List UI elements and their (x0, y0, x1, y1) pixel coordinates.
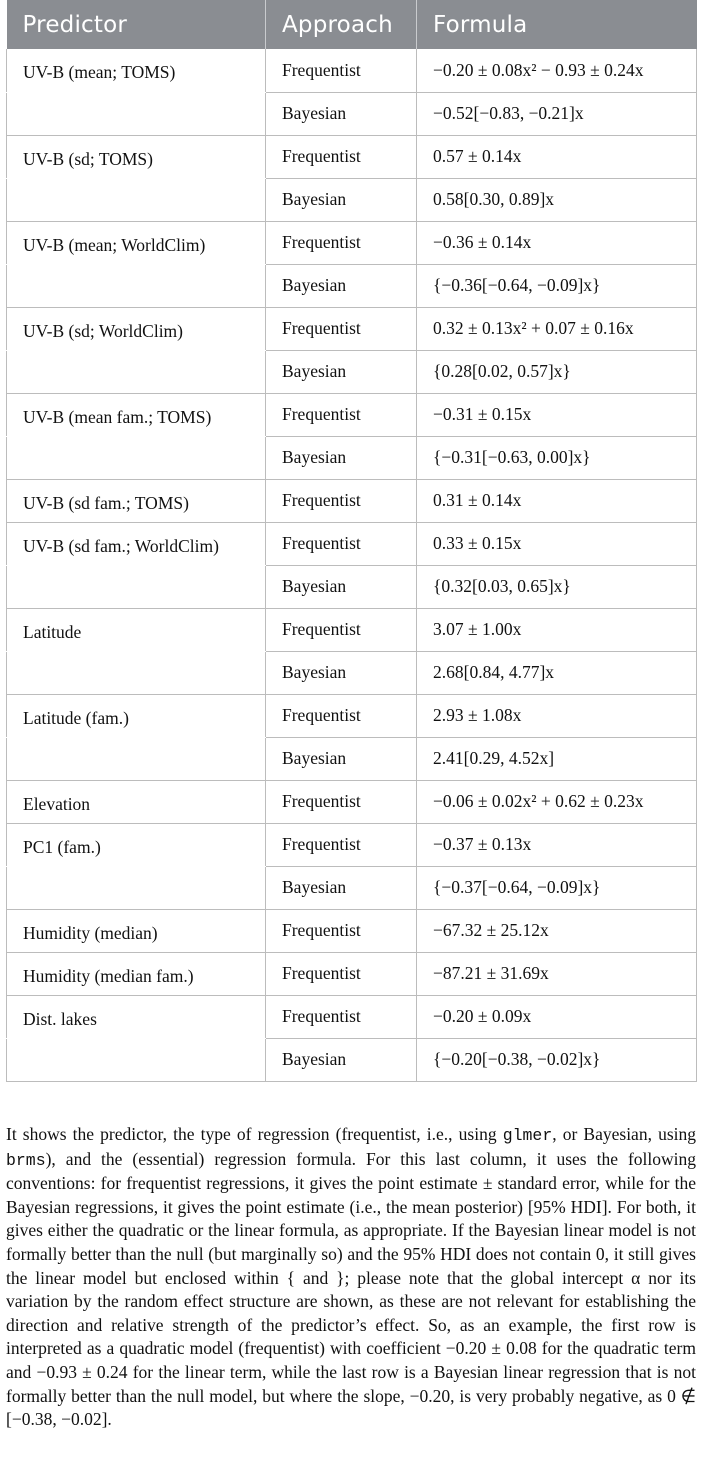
cell-approach: Frequentist (266, 694, 417, 737)
cell-formula: −87.21 ± 31.69x (417, 952, 697, 995)
cell-predictor: UV-B (sd; WorldClim) (7, 307, 266, 350)
cell-predictor (7, 436, 266, 479)
cell-formula: 0.32 ± 0.13x² + 0.07 ± 0.16x (417, 307, 697, 350)
table-row (7, 350, 697, 393)
cell-approach: Bayesian (266, 436, 417, 479)
header-formula: Formula (417, 0, 697, 49)
cell-approach: Frequentist (266, 307, 417, 350)
cell-predictor: Latitude (fam.) (7, 694, 266, 737)
cell-formula: 3.07 ± 1.00x (417, 608, 697, 651)
table-row (7, 651, 697, 694)
cell-predictor (7, 651, 266, 694)
cell-approach: Frequentist (266, 995, 417, 1038)
table-row (7, 393, 697, 436)
cell-predictor (7, 178, 266, 221)
cell-predictor (7, 264, 266, 307)
table-row (7, 952, 697, 995)
cell-approach: Bayesian (266, 565, 417, 608)
cell-predictor: UV-B (sd fam.; WorldClim) (7, 522, 266, 565)
cell-approach: Frequentist (266, 608, 417, 651)
cell-approach: Frequentist (266, 479, 417, 522)
caption-text-1: It shows the predictor, the type of regression (frequentist, i.e., using (6, 1124, 503, 1144)
cell-approach: Frequentist (266, 221, 417, 264)
table-row (7, 221, 697, 264)
cell-predictor (7, 92, 266, 135)
table-row (7, 92, 697, 135)
cell-approach: Frequentist (266, 393, 417, 436)
cell-formula: {0.28[0.02, 0.57]x} (417, 350, 697, 393)
cell-approach: Frequentist (266, 952, 417, 995)
cell-predictor: Latitude (7, 608, 266, 651)
cell-predictor (7, 565, 266, 608)
table-row (7, 1038, 697, 1081)
cell-formula: {−0.36[−0.64, −0.09]x} (417, 264, 697, 307)
cell-approach: Bayesian (266, 264, 417, 307)
table-row (7, 909, 697, 952)
header-predictor: Predictor (7, 0, 266, 49)
cell-approach: Frequentist (266, 909, 417, 952)
cell-approach: Frequentist (266, 780, 417, 823)
cell-formula: 0.31 ± 0.14x (417, 479, 697, 522)
cell-formula: 2.93 ± 1.08x (417, 694, 697, 737)
table-caption (6, 1123, 696, 1432)
cell-predictor: PC1 (fam.) (7, 823, 266, 866)
table-row (7, 436, 697, 479)
caption-text-2: , or Bayesian, using (552, 1124, 696, 1144)
cell-approach: Bayesian (266, 178, 417, 221)
cell-formula: −0.06 ± 0.02x² + 0.62 ± 0.23x (417, 780, 697, 823)
cell-formula: −67.32 ± 25.12x (417, 909, 697, 952)
cell-predictor (7, 737, 266, 780)
cell-formula: {−0.37[−0.64, −0.09]x} (417, 866, 697, 909)
cell-predictor: Humidity (median) (7, 909, 266, 952)
table-header-row (7, 0, 697, 49)
table-row (7, 866, 697, 909)
cell-predictor: UV-B (mean; WorldClim) (7, 221, 266, 264)
cell-approach: Bayesian (266, 350, 417, 393)
cell-formula: {0.32[0.03, 0.65]x} (417, 565, 697, 608)
table-body (7, 49, 697, 1081)
cell-formula: −0.52[−0.83, −0.21]x (417, 92, 697, 135)
table-row (7, 307, 697, 350)
caption-text-3: ), and the (essential) regression formula. For this last column, it uses the following conventions: for frequentist regressions, it gives the point estimate ± standard error, while for the Bayesian regressions, it gives the point estimate (i.e., the mean posterior) [95% HDI]. For both, it gives either the quadratic or the linear formula, as appropriate. If the Bayesian linear model is not formally better than the null (but marginally so) and the 95% HDI does not contain 0, it still gives the linear model but enclosed within { and }; please note that the global intercept α nor its variation by the random effect structure are shown, as these are not relevant for establishing the direction and relative strength of the predictor’s effect. So, as an example, the first row is interpreted as a quadratic model (frequentist) with coefficient −0.20 ± 0.08 for the quadratic term and −0.93 ± 0.24 for the linear term, while the last row is a Bayesian linear regression that is not formally better than the null model, but where the slope, −0.20, is very probably negative, as 0 ∉ [−0.38, −0.02]. (6, 1148, 696, 1430)
table-row (7, 694, 697, 737)
cell-approach: Bayesian (266, 737, 417, 780)
cell-predictor: Dist. lakes (7, 995, 266, 1038)
table-row (7, 479, 697, 522)
cell-formula: 0.57 ± 0.14x (417, 135, 697, 178)
table-row (7, 608, 697, 651)
cell-formula: {−0.31[−0.63, 0.00]x} (417, 436, 697, 479)
table-row (7, 135, 697, 178)
table-row (7, 264, 697, 307)
cell-predictor (7, 866, 266, 909)
cell-formula: −0.20 ± 0.09x (417, 995, 697, 1038)
cell-formula: −0.20 ± 0.08x² − 0.93 ± 0.24x (417, 49, 697, 92)
table-row (7, 780, 697, 823)
cell-approach: Frequentist (266, 823, 417, 866)
caption-code-glmer: glmer (502, 1126, 553, 1145)
cell-approach: Bayesian (266, 1038, 417, 1081)
cell-predictor: UV-B (sd fam.; TOMS) (7, 479, 266, 522)
table-row (7, 995, 697, 1038)
cell-predictor: UV-B (sd; TOMS) (7, 135, 266, 178)
cell-predictor: Elevation (7, 780, 266, 823)
cell-formula: −0.36 ± 0.14x (417, 221, 697, 264)
caption-code-brms: brms (6, 1150, 46, 1170)
cell-formula: 2.41[0.29, 4.52x] (417, 737, 697, 780)
cell-predictor: UV-B (mean; TOMS) (7, 49, 266, 92)
table-row (7, 565, 697, 608)
cell-formula: −0.37 ± 0.13x (417, 823, 697, 866)
cell-formula: −0.31 ± 0.15x (417, 393, 697, 436)
cell-approach: Bayesian (266, 651, 417, 694)
cell-formula: 0.33 ± 0.15x (417, 522, 697, 565)
results-table (6, 0, 697, 1082)
cell-predictor (7, 1038, 266, 1081)
table-row (7, 522, 697, 565)
cell-predictor: UV-B (mean fam.; TOMS) (7, 393, 266, 436)
cell-approach: Frequentist (266, 49, 417, 92)
cell-approach: Frequentist (266, 135, 417, 178)
cell-approach: Bayesian (266, 92, 417, 135)
table-row (7, 178, 697, 221)
cell-formula: {−0.20[−0.38, −0.02]x} (417, 1038, 697, 1081)
table-row (7, 737, 697, 780)
cell-approach: Bayesian (266, 866, 417, 909)
cell-predictor: Humidity (median fam.) (7, 952, 266, 995)
cell-formula: 0.58[0.30, 0.89]x (417, 178, 697, 221)
table-row (7, 49, 697, 92)
cell-approach: Frequentist (266, 522, 417, 565)
cell-predictor (7, 350, 266, 393)
header-approach: Approach (266, 0, 417, 49)
cell-formula: 2.68[0.84, 4.77]x (417, 651, 697, 694)
table-row (7, 823, 697, 866)
